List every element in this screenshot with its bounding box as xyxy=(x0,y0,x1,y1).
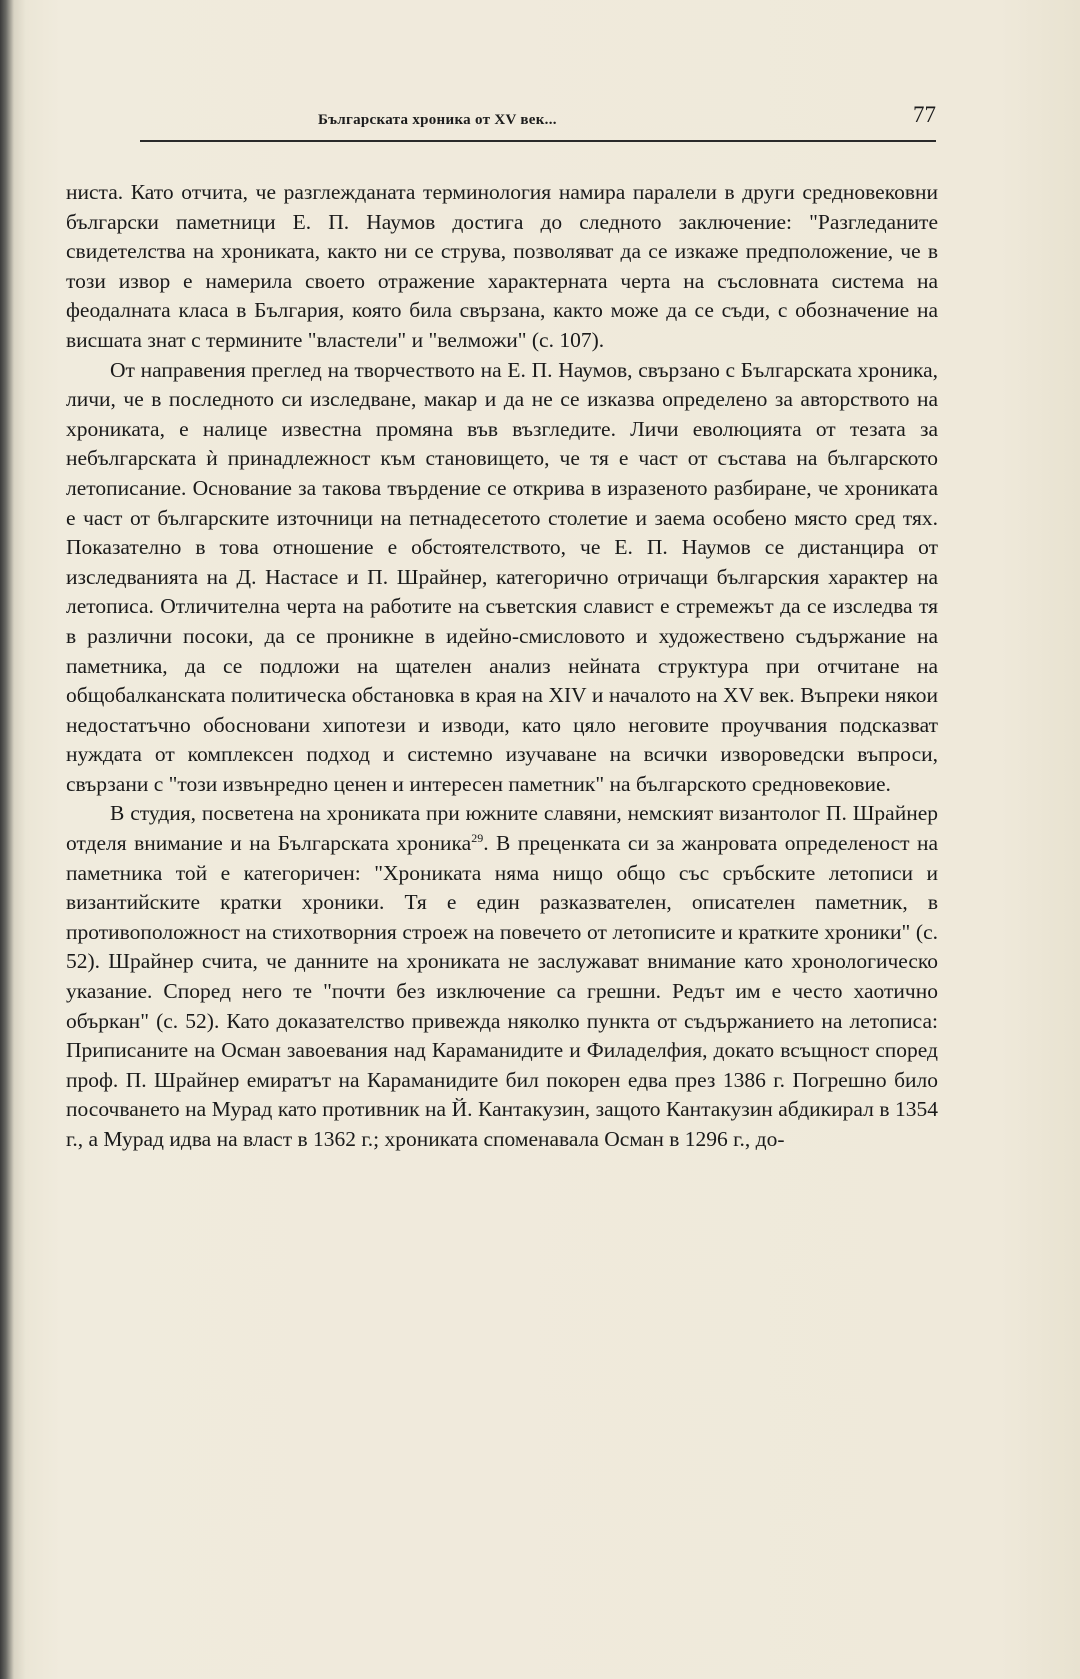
footnote-reference[interactable]: 29 xyxy=(471,830,484,845)
running-title: Българската хроника от XV век... xyxy=(318,112,557,128)
page-number: 77 xyxy=(913,102,936,127)
paragraph-3-text-after: . В преценката си за жанровата определеност на паметника той е категоричен: "Хрониката няма нищо общо със сръбските летописи и византийските кратки хроники. Тя е един разказвателен, описателен паметник, в противоположност на стихотворния строеж на повечето от летописите и кратките хроники" (с. 52). Шрайнер счита, че данните на хрониката не заслужават внимание като хронологическо указание. Според него те "почти без изключение са грешни. Редът им е често хаотично объркан" (с. 52). Като доказателство привежда няколко пункта от съдържанието на летописа: Приписаните на Осман завоевания над Караманидите и Филаделфия, докато всъщност според проф. П. Шрайнер емиратът на Караманидите бил покорен едва през 1386 г. Погрешно било посочването на Мурад като противник на Й. Кантакузин, защото Кантакузин абдикирал в 1354 г., а Мурад идва на власт в 1362 г.; хрониката споменавала Осман в 1296 г., до- xyxy=(66,831,938,1151)
paragraph-3-text-before: В студия, посветена на хрониката при южните славяни, немският византолог П. Шрайнер отделя внимание и на Българската хроника xyxy=(66,801,938,856)
paragraph-3 xyxy=(66,799,938,1154)
paragraph-1: ниста. Като отчита, че разглежданата терминология намира паралели в други средновековни български паметници Е. П. Наумов достига до следното заключение: "Разгледаните свидетелства на хрониката, както ни се струва, позволяват да се изкаже предположение, че в този извор е намерила своето отражение характерната черта на съсловната система на феодалната класа в България, която била свързана, както може да се съди, с обозначение на висшата знат с термините "властели" и "велможи" (с. 107). xyxy=(66,180,938,352)
paragraph-2: От направения преглед на творчеството на Е. П. Наумов, свързано с Българската хроника, личи, че в последното си изследване, макар и да не се изказва определено за авторството на хрониката, е налице известна промяна във възгледите. Личи еволюцията от тезата за небългарската ѝ принадлежност към становището, че тя е част от състава на българското летописание. Основание за такова твърдение се открива в изразеното разбиране, че хрониката е част от българските източници на петнадесетото столетие и заема особено място сред тях. Показателно в това отношение е обстоятелството, че Е. П. Наумов се дистанцира от изследванията на Д. Настасе и П. Шрайнер, категорично отричащи българския характер на летописа. Отличителна черта на работите на съветския славист е стремежът да се изследва тя в различни посоки, да се проникне в идейно-смисловото и художествено съдържание на паметника, да се подложи на щателен анализ нейната структура при отчитане на общобалканската политическа обстановка в края на XIV и началото на XV век. Въпреки някои недостатъчно обосновани хипотези и изводи, като цяло неговите проучвания подсказват нуждата от комплексен подход и системно изучаване на всички изворoведски въпроси, свързани с "този извънредно ценен и интересен паметник" на българското средновековие. xyxy=(66,357,938,796)
body-text xyxy=(66,178,938,1155)
running-header xyxy=(140,100,936,142)
